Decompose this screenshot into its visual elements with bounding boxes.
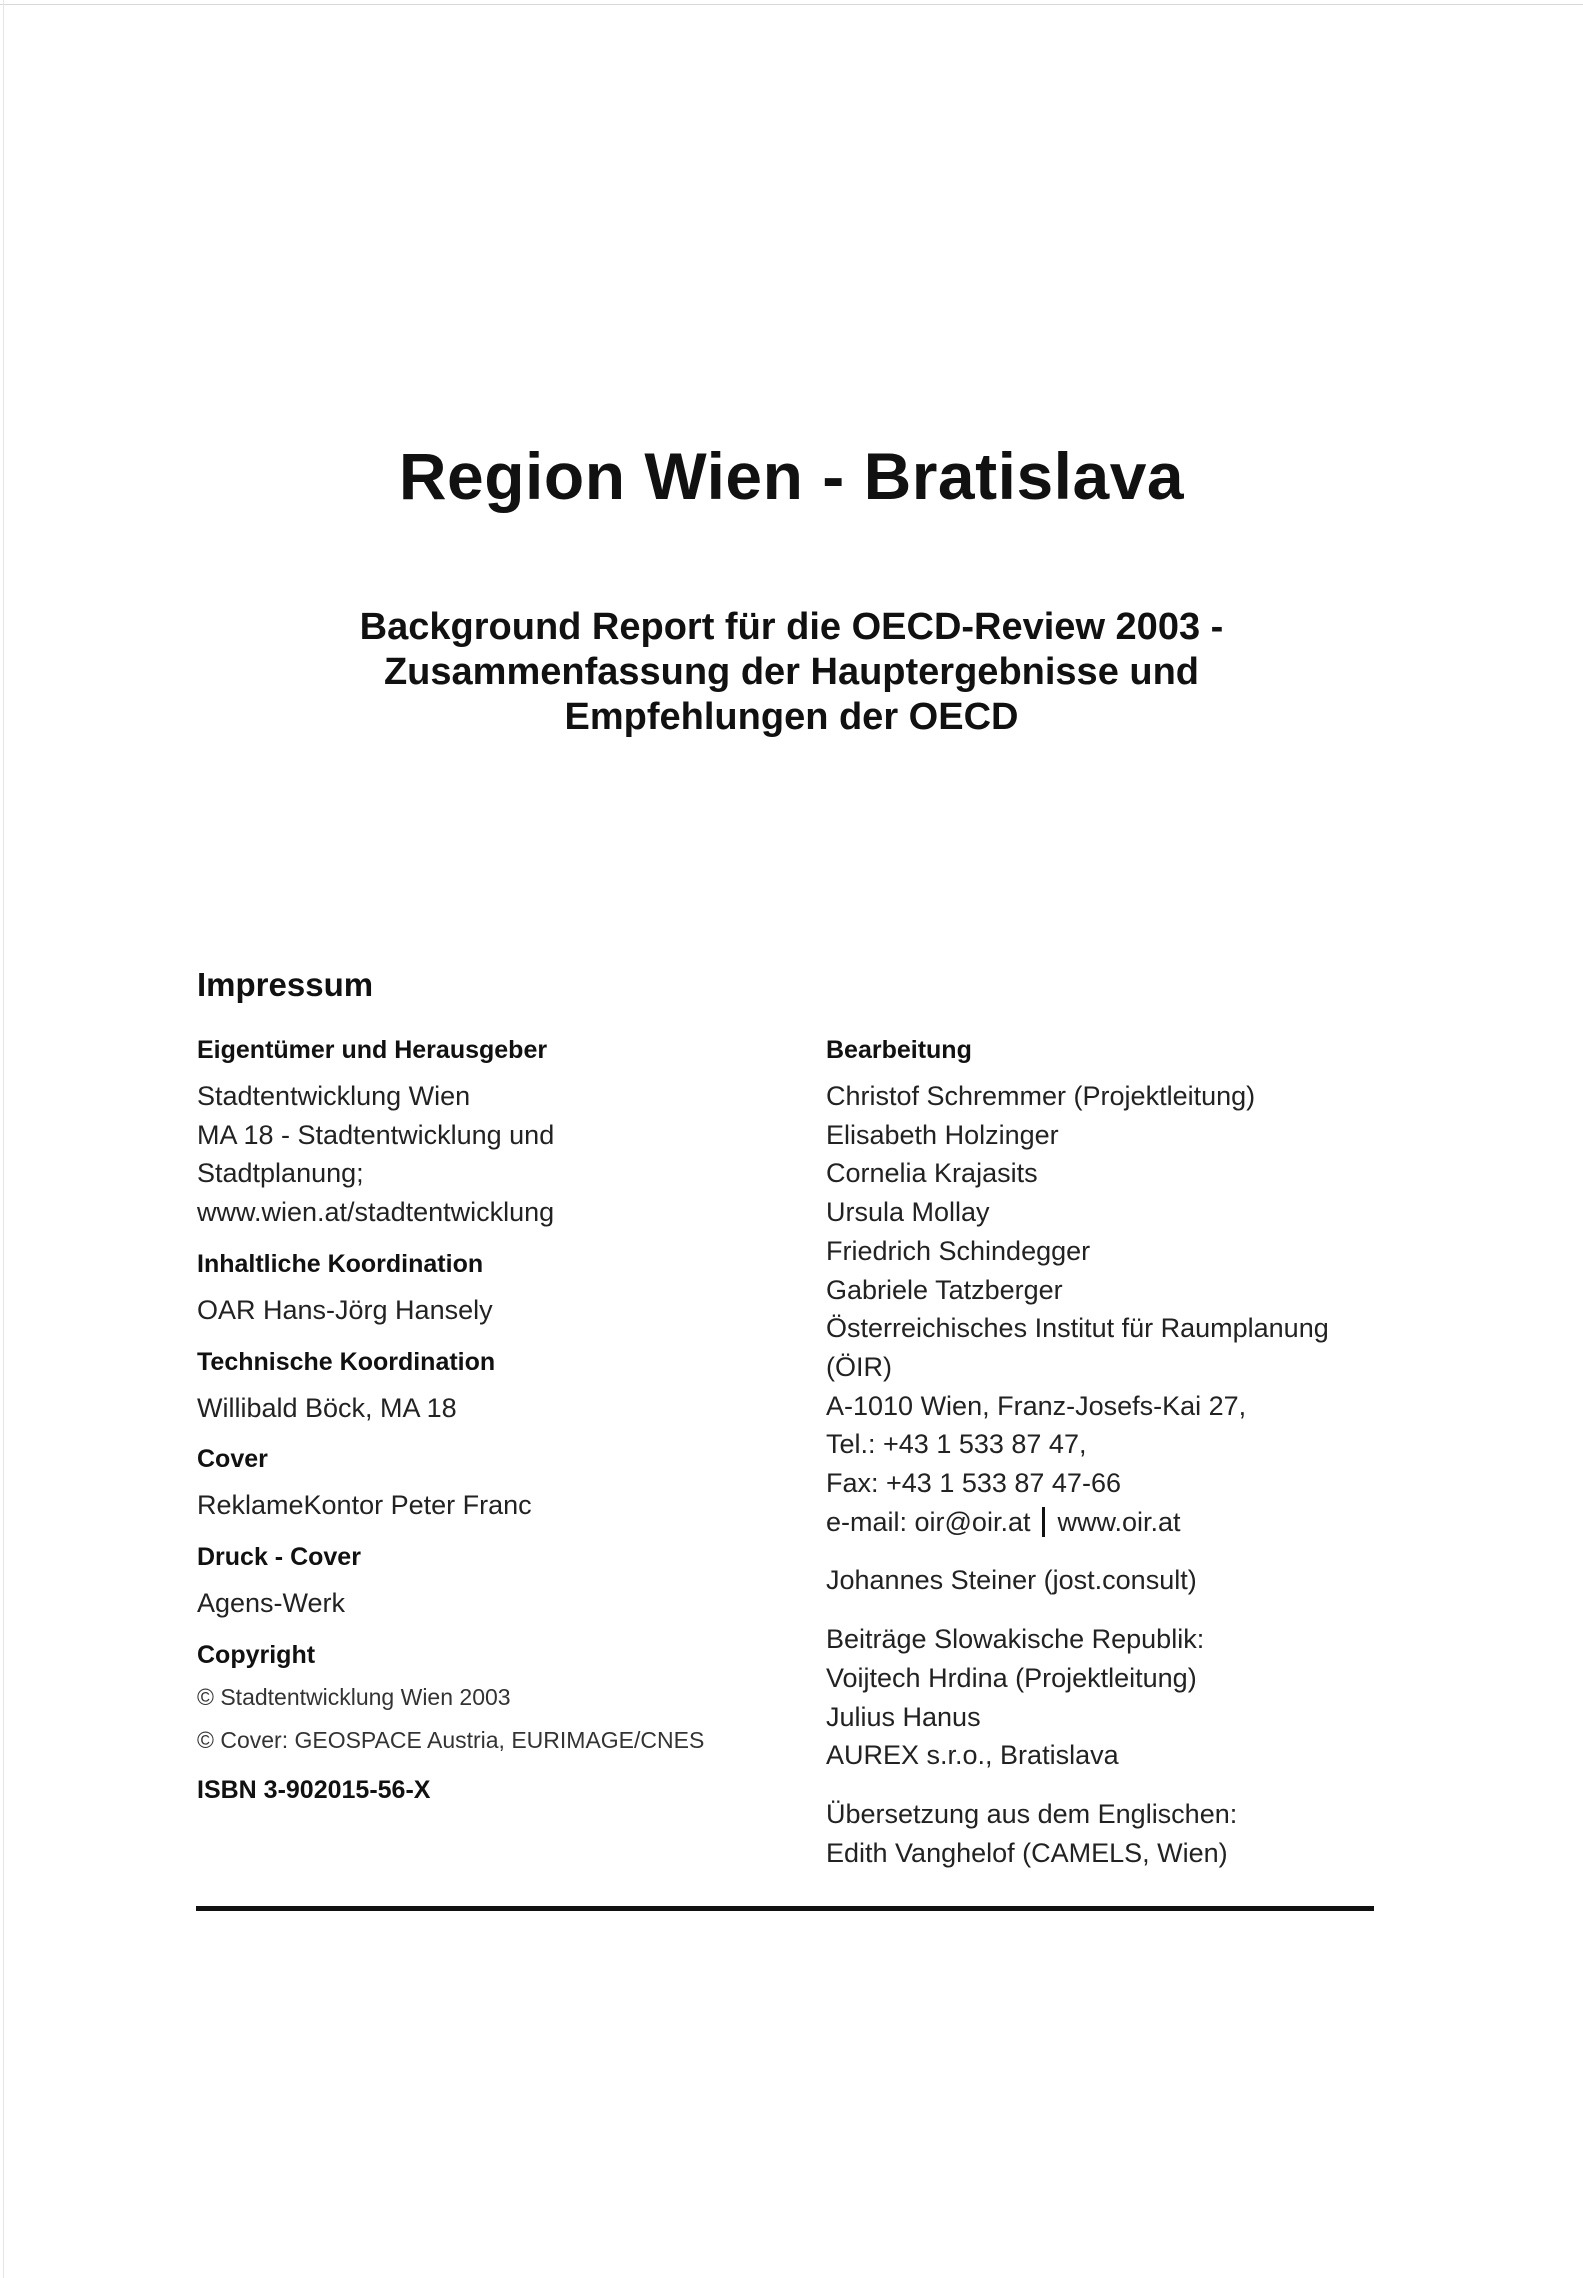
content-coordination-heading: Inhaltliche Koordination (197, 1249, 484, 1278)
scan-edge-top (0, 4, 1583, 5)
horizontal-rule (196, 1906, 1374, 1911)
slovak-line: AUREX s.r.o., Bratislava (826, 1740, 1119, 1771)
slovak-line: Voijtech Hrdina (Projektleitung) (826, 1662, 1197, 1693)
editing-line: Cornelia Krajasits (826, 1158, 1038, 1189)
document-title: Region Wien - Bratislava (398, 439, 1185, 513)
editing-line: Friedrich Schindegger (826, 1235, 1091, 1266)
slovak-line: Julius Hanus (826, 1701, 981, 1732)
translation-line: Übersetzung aus dem Englischen: (826, 1798, 1238, 1829)
slovak-line: Beiträge Slowakische Republik: (826, 1624, 1205, 1655)
technical-coordination-value: Willibald Böck, MA 18 (197, 1392, 457, 1423)
editing-line: Fax: +43 1 533 87 47-66 (826, 1468, 1121, 1499)
owner-website-link[interactable]: www.wien.at/stadtentwicklung (197, 1197, 555, 1228)
content-coordination-block (197, 1291, 797, 1330)
cover-value: ReklameKontor Peter Franc (197, 1490, 532, 1521)
editing-line: (ÖIR) (826, 1351, 892, 1382)
owner-lines (197, 1077, 797, 1232)
translation-block (826, 1795, 1386, 1872)
print-cover-value: Agens-Werk (197, 1587, 346, 1618)
editing-heading: Bearbeitung (826, 1036, 972, 1064)
owner-line: MA 18 - Stadtentwicklung und (197, 1119, 555, 1150)
impressum-left-column (197, 1035, 797, 1805)
cover-heading: Cover (197, 1445, 268, 1474)
email-link[interactable]: e-mail: oir@oir.at (826, 1506, 1031, 1537)
owner-line: Stadtplanung; (197, 1158, 364, 1189)
website-link[interactable]: www.oir.at (1057, 1506, 1181, 1537)
editing-line: Elisabeth Holzinger (826, 1119, 1059, 1150)
subtitle-line: Empfehlungen der OECD (564, 696, 1019, 738)
scan-edge-left (3, 0, 4, 2278)
subtitle-line: Zusammenfassung der Hauptergebnisse und (383, 651, 1200, 693)
owner-line: Stadtentwicklung Wien (197, 1081, 471, 1111)
translation-line: Edith Vanghelof (CAMELS, Wien) (826, 1837, 1228, 1868)
print-cover-block (197, 1584, 797, 1623)
editing-line: Ursula Mollay (826, 1197, 990, 1228)
copyright-heading: Copyright (197, 1640, 316, 1669)
editing-line: Österreichisches Institut für Raumplanung (826, 1313, 1329, 1344)
consult-block (826, 1561, 1386, 1600)
contact-line (826, 1503, 1386, 1542)
document-subtitle (200, 605, 1383, 740)
slovak-contributions (826, 1620, 1386, 1775)
copyright-line: © Cover: GEOSPACE Austria, EURIMAGE/CNES (197, 1726, 705, 1753)
editing-line: Gabriele Tatzberger (826, 1274, 1063, 1305)
copyright-lines (197, 1676, 797, 1762)
cover-block (197, 1486, 797, 1525)
impressum-heading: Impressum (197, 966, 374, 1003)
isbn: ISBN 3-902015-56-X (197, 1775, 431, 1804)
technical-coordination-heading: Technische Koordination (197, 1347, 496, 1376)
owner-heading: Eigentümer und Herausgeber (197, 1036, 548, 1064)
copyright-line: © Stadtentwicklung Wien 2003 (197, 1683, 511, 1710)
subtitle-line: Background Report für die OECD-Review 2003 - (359, 606, 1224, 648)
editing-lines (826, 1077, 1386, 1541)
separator-bar (1042, 1507, 1045, 1537)
content-coordination-value: OAR Hans-Jörg Hansely (197, 1294, 493, 1325)
consult-line: Johannes Steiner (jost.consult) (826, 1565, 1197, 1596)
print-cover-heading: Druck - Cover (197, 1542, 361, 1571)
impressum-right-column (826, 1035, 1386, 1872)
editing-line: A-1010 Wien, Franz-Josefs-Kai 27, (826, 1390, 1247, 1421)
editing-line: Tel.: +43 1 533 87 47, (826, 1429, 1087, 1460)
technical-coordination-block (197, 1389, 797, 1428)
editing-line: Christof Schremmer (Projektleitung) (826, 1081, 1256, 1111)
